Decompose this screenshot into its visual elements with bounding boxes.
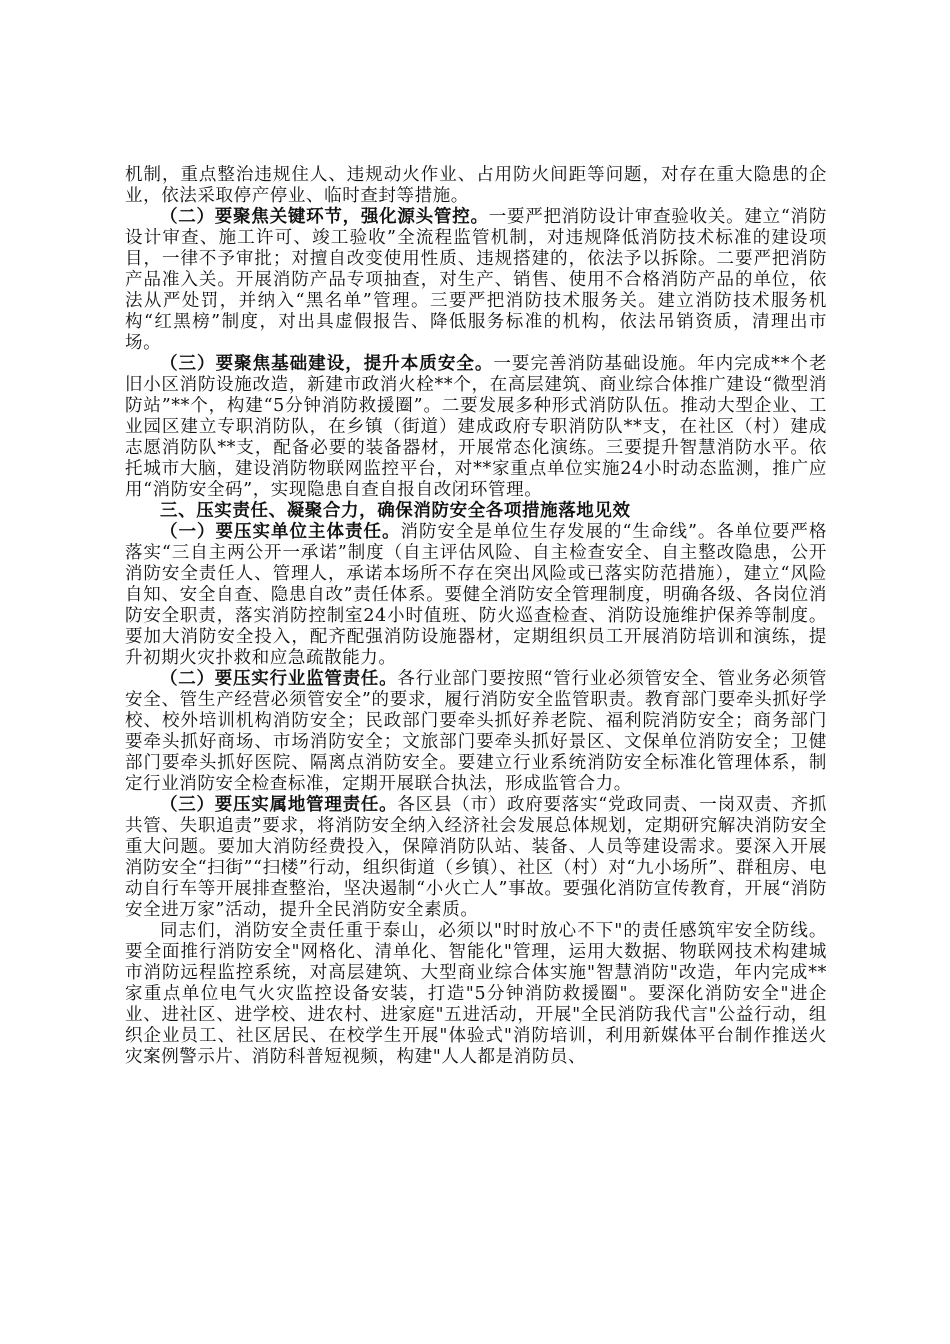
paragraph-lead: （一）要压实单位主体责任。 [160,522,401,542]
paragraph-text: 一要严把消防设计审查验收关。建立“消防设计审查、施工许可、竣工验收”全流程监管机制，对违规降低消防技术标准的建设项目，一律不予审批；对擅自改变使用性质、违规搭建的，依法予以拆除。二要严把消防产品准入关。开展消防产品专项抽查，对生产、销售、使用不合格消防产品的单位，依法从严处罚，并纳入“黑名单”管理。三要严把消防技术服务关。建立消防技术服务机构“红黑榜”制度，对出具虚假报告、降低服务标准的机构，依法吊销资质，清理出市场。 [125,207,827,353]
document-page [125,165,827,1068]
paragraph-lead: （二）要压实行业监管责任。 [160,669,398,689]
section-heading: 三、压实责任、凝聚合力，确保消防安全各项措施落地见效 [160,501,631,521]
paragraph-lead: （二）要聚焦关键环节，强化源头管控。 [160,207,489,227]
paragraph-text: 消防安全是单位生存发展的“生命线”。各单位要严格落实“三自主两公开一承诺”制度（自主评估风险、自主检查安全、自主整改隐患，公开消防安全责任人、管理人，承诺本场所不存在突出风险或已落实防范措施），建立“风险自知、安全自查、隐患自改”责任体系。要健全消防安全管理制度，明确各级、各岗位消防安全职责，落实消防控制室24小时值班、防火巡查检查、消防设施维护保养等制度。要加大消防安全投入，配齐配强消防设施器材，定期组织员工开展消防培训和演练，提升初期火灾扑救和应急疏散能力。 [125,522,827,668]
paragraph-text: 各行业部门要按照“管行业必须管安全、管业务必须管安全、管生产经营必须管安全”的要求，履行消防安全监管职责。教育部门要牵头抓好学校、校外培训机构消防安全；民政部门要牵头抓好养老院、福利院消防安全；商务部门要牵头抓好商场、市场消防安全；文旅部门要牵头抓好景区、文保单位消防安全；卫健部门要牵头抓好医院、隔离点消防安全。要建立行业系统消防安全标准化管理体系，制定行业消防安全检查标准，定期开展联合执法，形成监管合力。 [125,669,827,794]
paragraph-text: 一要完善消防基础设施。年内完成**个老旧小区消防设施改造，新建市政消火栓**个，在高层建筑、商业综合体推广建设“微型消防站”**个，构建“5分钟消防救援圈”。二要发展多种形式消防队伍。推动大型企业、工业园区建立专职消防队，在乡镇（街道）建成政府专职消防队**支，在社区（村）建成志愿消防队**支，配备必要的装备器材，开展常态化演练。三要提升智慧消防水平。依托城市大脑，建设消防物联网监控平台，对**家重点单位实施24小时动态监测，推广应用“消防安全码”，实现隐患自查自报自改闭环管理。 [125,354,827,500]
paragraph-continuation [125,165,827,207]
paragraph-lead: （三）要聚焦基础建设，提升本质安全。 [160,354,494,374]
paragraph-lead: （三）要压实属地管理责任。 [160,795,398,815]
paragraph-infrastructure [125,354,827,501]
paragraph-industry-supervision [125,669,827,795]
paragraph-text: 机制，重点整治违规住人、违规动火作业、占用防火间距等问题，对存在重大隐患的企业，依法采取停产停业、临时查封等措施。 [125,165,827,206]
paragraph-key-links [125,207,827,354]
paragraph-territorial-management [125,795,827,921]
paragraph-closing [125,921,827,1068]
paragraph-unit-responsibility [125,522,827,669]
paragraph-text: 各区县（市）政府要落实“党政同责、一岗双责、齐抓共管、失职追责”要求，将消防安全纳入经济社会发展总体规划，定期研究解决消防安全重大问题。要加大消防经费投入，保障消防队站、装备、人员等建设需求。要深入开展消防安全“扫街”“扫楼”行动，组织街道（乡镇）、社区（村）对“九小场所”、群租房、电动自行车等开展排查整治，坚决遏制“小火亡人”事故。要强化消防宣传教育，开展“消防安全进万家”活动，提升全民消防安全素质。 [125,795,827,920]
paragraph-text: 同志们，消防安全责任重于泰山，必须以"时时放心不下"的责任感筑牢安全防线。要全面推行消防安全"网格化、清单化、智能化"管理，运用大数据、物联网技术构建城市消防远程监控系统，对高层建筑、大型商业综合体实施"智慧消防"改造，年内完成**家重点单位电气火灾监控设备安装，打造"5分钟消防救援圈"。要深化消防安全"进企业、进社区、进学校、进农村、进家庭"五进活动，开展"全民消防我代言"公益行动，组织企业员工、社区居民、在校学生开展"体验式"消防培训，利用新媒体平台制作推送火灾案例警示片、消防科普短视频，构建"人人都是消防员、 [125,921,827,1067]
